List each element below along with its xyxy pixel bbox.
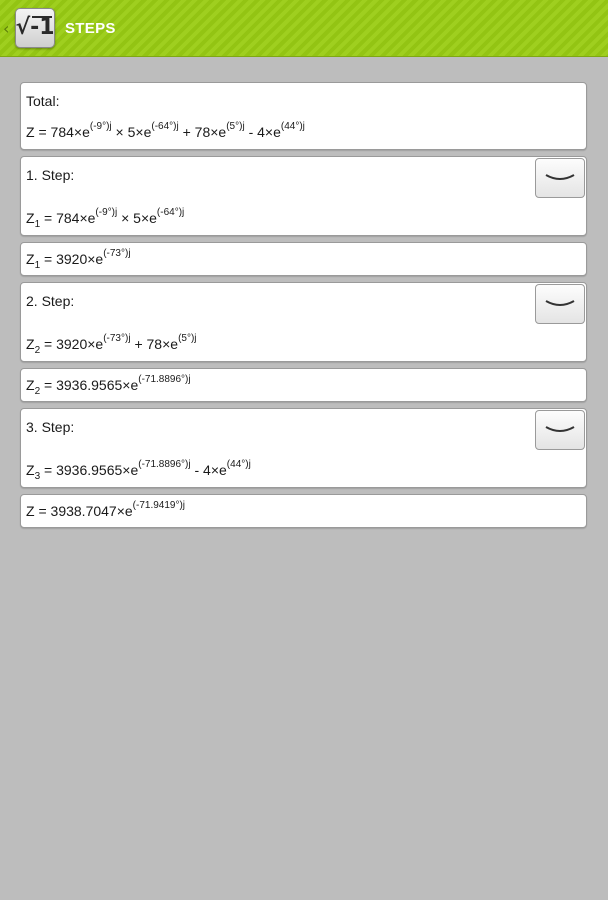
app-logo-icon[interactable] bbox=[15, 8, 55, 48]
step-expand-button-3[interactable] bbox=[535, 410, 585, 450]
total-card bbox=[20, 82, 587, 150]
action-bar bbox=[0, 0, 608, 57]
step-label: 2. Step: bbox=[26, 293, 75, 309]
page-title: STEPS bbox=[65, 19, 116, 37]
step-expand-button-2[interactable] bbox=[535, 284, 585, 324]
up-navigation-icon[interactable]: ‹ bbox=[3, 18, 10, 38]
step-result-2 bbox=[20, 368, 587, 402]
result-formula: $Z_1 = 3920\times e^{(-73^\circ)j}$ bbox=[26, 248, 131, 271]
final-result bbox=[20, 494, 587, 528]
step-expand-button-1[interactable] bbox=[535, 158, 585, 198]
app-logo-text: √-1 bbox=[15, 14, 55, 40]
chevron-down-icon bbox=[544, 424, 576, 436]
result-formula: $Z_2 = 3936.9565\times e^{(-71.8896^\circ)j}$ bbox=[26, 374, 191, 397]
step-formula: $Z_2 = 3920\times e^{(-73^\circ)j} + 78\times e^{(5^\circ)j}$ bbox=[26, 333, 197, 356]
step-card-1 bbox=[20, 156, 587, 236]
step-card-2 bbox=[20, 282, 587, 362]
step-result-1 bbox=[20, 242, 587, 276]
total-formula: $Z = 784\times e^{(-9^\circ)j} \times 5\times e^{(-64^\circ)j} + 78\times e^{(5^\circ)j} - 4\times e^{(44^\circ)j}$ bbox=[26, 121, 305, 140]
step-label: 1. Step: bbox=[26, 167, 75, 183]
chevron-down-icon bbox=[544, 298, 576, 310]
result-formula: $Z = 3938.7047\times e^{(-71.9419^\circ)j}$ bbox=[26, 500, 186, 519]
step-card-3 bbox=[20, 408, 587, 488]
total-label: Total: bbox=[26, 93, 60, 109]
step-formula: $Z_3 = 3936.9565\times e^{(-71.8896^\circ)j} - 4\times e^{(44^\circ)j}$ bbox=[26, 459, 251, 482]
step-formula: $Z_1 = 784\times e^{(-9^\circ)j} \times 5\times e^{(-64^\circ)j}$ bbox=[26, 207, 185, 230]
chevron-down-icon bbox=[544, 172, 576, 184]
steps-list bbox=[20, 82, 587, 534]
step-label: 3. Step: bbox=[26, 419, 75, 435]
